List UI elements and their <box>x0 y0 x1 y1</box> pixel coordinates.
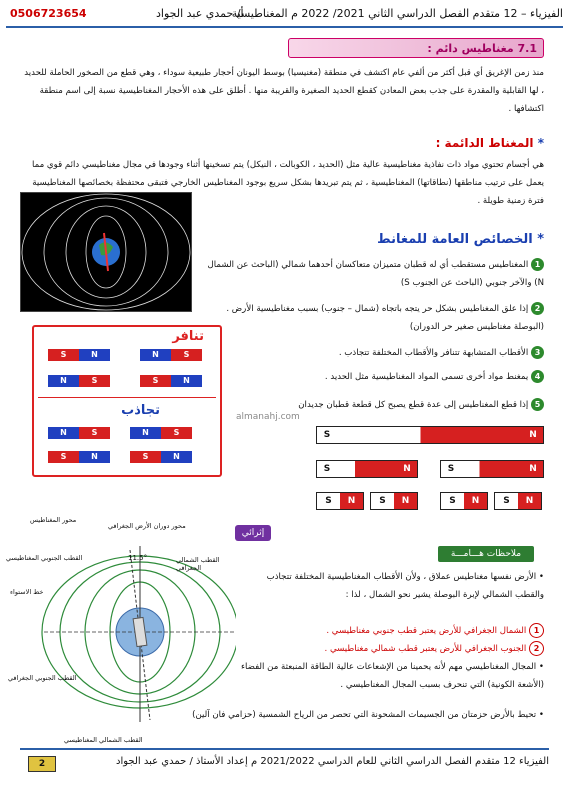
page-header <box>6 4 563 28</box>
magnet-piece: S N <box>440 492 488 510</box>
magnet-piece: S N <box>370 492 418 510</box>
teacher-name: أ/ حمدي عبد الجواد <box>156 7 244 20</box>
angle-label: 11.5° <box>128 554 148 562</box>
enrichment-badge: إثرائي <box>235 525 271 541</box>
note-item: 2 الجنوب الجغرافي للأرض يعتبر قطب شمالي مغناطيسي . <box>240 640 544 658</box>
earth-label: القطب الجنوبي الجغرافي <box>8 674 77 682</box>
magnet-piece: S N <box>440 460 544 478</box>
magnet-bar: S N <box>48 451 110 463</box>
note-item: • الأرض نفسها مغناطيس عملاق ، ولأن الأقطاب المغناطيسية المختلفة تتجاذب والقطب الشمالي لإبرة البوصلة يشير نحو الشمال ، لذا : <box>266 572 544 600</box>
notes-title: ملاحظات هـــامـــة <box>438 546 534 562</box>
magnet-piece: S N <box>316 460 418 478</box>
page-number: 2 <box>28 756 56 772</box>
magnet-piece: S N <box>494 492 542 510</box>
magnet-bar: S N <box>140 375 202 387</box>
star-icon: * <box>537 136 544 150</box>
course-title: الفيزياء – 12 متقدم الفصل الدراسي الثاني 2021/ 2022 م المغناطيسية <box>231 7 563 20</box>
earth-label: خط الاستواء <box>10 588 44 596</box>
earth-label: محور المغناطيس <box>30 516 77 524</box>
phone-number: 0506723654 <box>10 7 87 20</box>
repel-attract-diagram <box>32 325 222 477</box>
note-item: • المجال المغناطيسي مهم لأنه يحمينا من الإشعاعات عالية الطاقة المنبعثة من الفضاء (الأشعة الكونية) التي تنحرف بسبب المجال المغناطيسي . <box>240 662 544 690</box>
property-item: 1 المغناطيس مستقطب أي له قطبان متميزان متعاكسان أحدهما شمالي (الباحث عن الشمال N) والآخر جنوبي (الباحث عن الجنوب S) <box>207 260 544 288</box>
star-icon: * <box>537 232 544 247</box>
property-item: 3 الأقطاب المتشابهة تتنافر والأقطاب المختلفة تتجاذب . <box>232 344 544 362</box>
magnet-bar: N S <box>140 349 202 361</box>
section-title: 7.1 مغناطيس دائم : <box>288 38 544 58</box>
divider <box>38 397 216 398</box>
earth-label: القطب الجنوبي المغناطيسي <box>6 554 83 562</box>
magnet-bar: S N <box>130 451 192 463</box>
property-item: 5 إذا قطع المغناطيس إلى عدة قطع يصبح كل قطعة قطبان جديدان <box>232 396 544 414</box>
earth-label: محور دوران الأرض الجغرافي <box>108 522 186 530</box>
earth-field-image <box>20 192 192 312</box>
properties-heading: * الخصائص العامة للمغانط <box>377 232 544 247</box>
note-item: • تحيط بالأرض حزمتان من الجسيمات المشحونة التي تحصر من الرياح الشمسية (حزامي فان آلين) <box>192 710 544 720</box>
magnet-bar: S N <box>48 349 110 361</box>
permanent-magnets-text: هي أجسام تحتوي مواد ذات نفاذية مغناطيسية عالية مثل (الحديد ، الكوبالت ، النيكل) يتم تسخينها أثناء وجودها في مجال مغناطيسي دائم قوي مما يعمل على ترتيب مناطقها (نطاقاتها) المغناطيسية ، ثم يتم تبريدها بشكل سريع بوجود المغناطيس الخارجي فتبقى محتفظة بخصائصها المغناطيسية فترة زمنية طويلة . <box>31 160 544 206</box>
property-item: 2 إذا علق المغناطيس بشكل حر يتجه باتجاه (شمال – جنوب) بسبب مغناطيسية الأرض . (البوصلة مغناطيس صغير حر الدوران) <box>226 304 544 332</box>
whole-magnet: S N <box>316 426 544 444</box>
attract-label: تجاذب <box>121 403 160 418</box>
magnet-bar: N S <box>130 427 192 439</box>
note-item: 1 الشمال الجغرافي للأرض يعتبر قطب جنوبي مغناطيسي . <box>240 622 544 640</box>
permanent-magnets-heading: * المغناط الدائمة : <box>435 136 544 150</box>
page-footer <box>20 748 549 778</box>
intro-paragraph: منذ زمن الإغريق أي قبل أكثر من ألفي عام اكتشف في منطقة (مغنيسيا) بوسط اليونان أحجار طبيعية سوداء ، وهي قطع من الصخور الحاملة للحديد ، لها القابلية والمقدرة على جذب بعض المعادن كقطع الحديد الصغيرة والقريبة منها . أطلق على هذه الأحجار المغناطيسية نسبة إلى اسم منطقة اكتشافها . <box>24 68 544 114</box>
property-item: 4 يمغنط مواد أخرى تسمى المواد المغناطيسية مثل الحديد . <box>232 368 544 386</box>
footer-text: الفيزياء 12 متقدم الفصل الدراسي الثاني للعام الدراسي 2021/2022 م إعداد الأستاذ / حمدي عبد الجواد <box>115 756 549 767</box>
repel-label: تنافر <box>172 329 204 344</box>
magnet-bar: N S <box>48 375 110 387</box>
earth-label: القطب الشمالي المغناطيسي <box>64 736 143 744</box>
earth-label: القطب الشمالي الجغرافي <box>176 556 220 572</box>
magnet-bar: N S <box>48 427 110 439</box>
watermark: almanahj.com <box>236 412 300 422</box>
magnet-piece: S N <box>316 492 364 510</box>
